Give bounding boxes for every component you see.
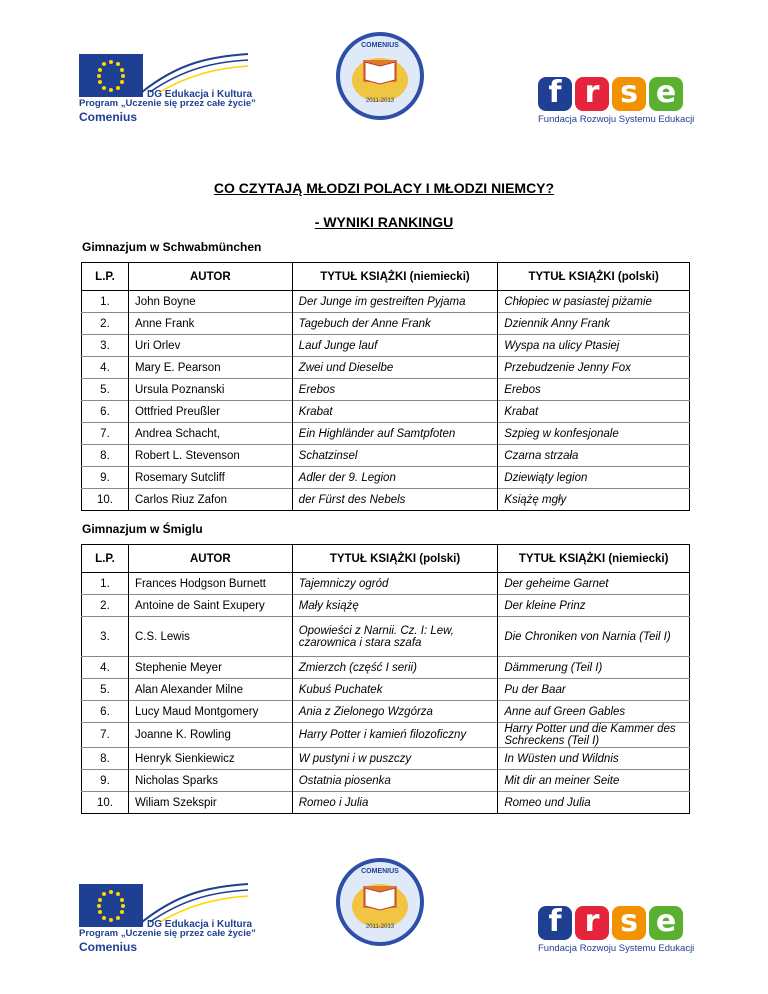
- table-row: [82, 595, 690, 617]
- badge-top-text-footer: COMENIUS: [361, 868, 399, 875]
- table-row: [82, 748, 690, 770]
- title-cell: Romeo und Julia: [498, 792, 690, 814]
- page-title: CO CZYTAJĄ MŁODZI POLACY I MŁODZI NIEMCY?: [213, 180, 555, 196]
- frse-logo-footer: [538, 906, 694, 954]
- col-header: TYTUŁ KSIĄŻKI (niemiecki): [292, 263, 498, 291]
- title-cell: Tajemniczy ogród: [292, 573, 498, 595]
- author-cell: Nicholas Sparks: [128, 770, 292, 792]
- title-cell: Adler der 9. Legion: [292, 467, 498, 489]
- author-cell: Rosemary Sutcliff: [128, 467, 292, 489]
- table-row: [82, 701, 690, 723]
- table-row: [82, 723, 690, 748]
- title-cell: Opowieści z Narnii. Cz. I: Lew, czarownica i stara szafa: [292, 617, 498, 657]
- col-header: L.P.: [82, 545, 129, 573]
- author-cell: Andrea Schacht,: [128, 423, 292, 445]
- title-cell: Ania z Zielonego Wzgórza: [292, 701, 498, 723]
- rank-cell: 1.: [82, 573, 129, 595]
- eu-dg-label: DG Edukacja i Kultura: [147, 89, 253, 100]
- table-row: [82, 489, 690, 511]
- table-row: [82, 335, 690, 357]
- author-cell: Frances Hodgson Burnett: [128, 573, 292, 595]
- author-cell: Ursula Poznanski: [128, 379, 292, 401]
- rank-cell: 10.: [82, 792, 129, 814]
- title-cell: Dämmerung (Teil I): [498, 657, 690, 679]
- title-cell: Tagebuch der Anne Frank: [292, 313, 498, 335]
- title-cell: Pu der Baar: [498, 679, 690, 701]
- table-row: [82, 379, 690, 401]
- eu-comenius-label: Comenius: [79, 110, 138, 124]
- title-cell: Przebudzenie Jenny Fox: [498, 357, 690, 379]
- rank-cell: 6.: [82, 401, 129, 423]
- col-header: TYTUŁ KSIĄŻKI (niemiecki): [498, 545, 690, 573]
- title-cell: Lauf Junge lauf: [292, 335, 498, 357]
- rank-cell: 9.: [82, 770, 129, 792]
- frse-letter-e: e: [649, 77, 683, 111]
- title-cell: Krabat: [498, 401, 690, 423]
- rank-cell: 5.: [82, 379, 129, 401]
- table-row: [82, 617, 690, 657]
- col-header: L.P.: [82, 263, 129, 291]
- rank-cell: 2.: [82, 313, 129, 335]
- title-cell: Książę mgły: [498, 489, 690, 511]
- school-2-heading: Gimnazjum w Śmiglu: [82, 522, 203, 536]
- rank-cell: 3.: [82, 617, 129, 657]
- badge-years-text: 2011-2013: [365, 98, 395, 104]
- title-cell: In Wüsten und Wildnis: [498, 748, 690, 770]
- title-cell: Der Junge im gestreiften Pyjama: [292, 291, 498, 313]
- author-cell: Carlos Riuz Zafon: [128, 489, 292, 511]
- rank-cell: 1.: [82, 291, 129, 313]
- table-row: [82, 313, 690, 335]
- rank-cell: 7.: [82, 423, 129, 445]
- title-cell: Schatzinsel: [292, 445, 498, 467]
- table-row: [82, 467, 690, 489]
- title-cell: Dziennik Anny Frank: [498, 313, 690, 335]
- frse-letter-f: f: [538, 906, 572, 940]
- table-row: [82, 657, 690, 679]
- author-cell: John Boyne: [128, 291, 292, 313]
- table-row: [82, 357, 690, 379]
- author-cell: Lucy Maud Montgomery: [128, 701, 292, 723]
- author-cell: Robert L. Stevenson: [128, 445, 292, 467]
- eu-flag-logo: [79, 54, 143, 97]
- table-row: [82, 401, 690, 423]
- title-cell: Romeo i Julia: [292, 792, 498, 814]
- comenius-badge-logo: [335, 30, 425, 122]
- author-cell: Stephenie Meyer: [128, 657, 292, 679]
- eu-dg-label-footer: DG Edukacja i Kultura: [147, 919, 253, 930]
- author-cell: Ottfried Preußler: [128, 401, 292, 423]
- title-cell: Erebos: [498, 379, 690, 401]
- table-row: [82, 445, 690, 467]
- rank-cell: 2.: [82, 595, 129, 617]
- col-header: TYTUŁ KSIĄŻKI (polski): [292, 545, 498, 573]
- eu-program-label: Program „Uczenie się przez całe życie”: [79, 98, 256, 109]
- page-subtitle: - WYNIKI RANKINGU: [314, 214, 454, 230]
- table-row: [82, 792, 690, 814]
- frse-letter-e: e: [649, 906, 683, 940]
- frse-letter-r: r: [575, 906, 609, 940]
- title-cell: Der kleine Prinz: [498, 595, 690, 617]
- author-cell: Alan Alexander Milne: [128, 679, 292, 701]
- author-cell: Joanne K. Rowling: [128, 723, 292, 748]
- table-row: [82, 291, 690, 313]
- rank-cell: 3.: [82, 335, 129, 357]
- school-1-heading: Gimnazjum w Schwabmünchen: [82, 240, 262, 254]
- title-cell: Kubuś Puchatek: [292, 679, 498, 701]
- title-cell: Die Chroniken von Narnia (Teil I): [498, 617, 690, 657]
- rank-cell: 8.: [82, 748, 129, 770]
- frse-letter-f: f: [538, 77, 572, 111]
- title-cell: Szpieg w konfesjonale: [498, 423, 690, 445]
- author-cell: C.S. Lewis: [128, 617, 292, 657]
- title-cell: Mit dir an meiner Seite: [498, 770, 690, 792]
- ranking-table-schwabmuenchen: [81, 262, 690, 511]
- table-row: [82, 573, 690, 595]
- title-cell: Harry Potter und die Kammer des Schreckens (Teil I): [498, 723, 690, 748]
- comenius-badge-logo-footer: [335, 856, 425, 948]
- frse-logo: [538, 77, 694, 125]
- title-cell: W pustyni i w puszczy: [292, 748, 498, 770]
- author-cell: Henryk Sienkiewicz: [128, 748, 292, 770]
- rank-cell: 9.: [82, 467, 129, 489]
- title-cell: Ostatnia piosenka: [292, 770, 498, 792]
- ranking-table-smigiel: [81, 544, 690, 814]
- badge-years-text-footer: 2011-2013: [365, 924, 395, 930]
- rank-cell: 5.: [82, 679, 129, 701]
- author-cell: Wiliam Szekspir: [128, 792, 292, 814]
- title-cell: der Fürst des Nebels: [292, 489, 498, 511]
- title-cell: Harry Potter i kamień filozoficzny: [292, 723, 498, 748]
- frse-subtitle: Fundacja Rozwoju Systemu Edukacji: [538, 114, 695, 125]
- title-cell: Wyspa na ulicy Ptasiej: [498, 335, 690, 357]
- frse-subtitle-footer: Fundacja Rozwoju Systemu Edukacji: [538, 943, 695, 954]
- rank-cell: 6.: [82, 701, 129, 723]
- eu-swoosh-logo: [140, 52, 250, 94]
- title-cell: Anne auf Green Gables: [498, 701, 690, 723]
- frse-letter-r: r: [575, 77, 609, 111]
- author-cell: Mary E. Pearson: [128, 357, 292, 379]
- badge-top-text: COMENIUS: [361, 42, 399, 49]
- rank-cell: 8.: [82, 445, 129, 467]
- frse-letter-s: s: [612, 906, 646, 940]
- table-row: [82, 423, 690, 445]
- title-cell: Krabat: [292, 401, 498, 423]
- eu-comenius-label-footer: Comenius: [79, 940, 138, 954]
- eu-swoosh-logo-footer: [140, 882, 250, 924]
- title-cell: Zmierzch (część I serii): [292, 657, 498, 679]
- rank-cell: 7.: [82, 723, 129, 748]
- frse-letter-s: s: [612, 77, 646, 111]
- eu-program-label-footer: Program „Uczenie się przez całe życie”: [79, 928, 256, 939]
- col-header: AUTOR: [128, 545, 292, 573]
- rank-cell: 4.: [82, 657, 129, 679]
- col-header: AUTOR: [128, 263, 292, 291]
- table-row: [82, 679, 690, 701]
- title-cell: Erebos: [292, 379, 498, 401]
- title-cell: Ein Highländer auf Samtpfoten: [292, 423, 498, 445]
- author-cell: Uri Orlev: [128, 335, 292, 357]
- author-cell: Antoine de Saint Exupery: [128, 595, 292, 617]
- title-cell: Der geheime Garnet: [498, 573, 690, 595]
- rank-cell: 4.: [82, 357, 129, 379]
- title-cell: Czarna strzała: [498, 445, 690, 467]
- eu-flag-logo-footer: [79, 884, 143, 927]
- title-cell: Chłopiec w pasiastej piżamie: [498, 291, 690, 313]
- title-cell: Zwei und Dieselbe: [292, 357, 498, 379]
- title-cell: Mały książę: [292, 595, 498, 617]
- author-cell: Anne Frank: [128, 313, 292, 335]
- rank-cell: 10.: [82, 489, 129, 511]
- col-header: TYTUŁ KSIĄŻKI (polski): [498, 263, 690, 291]
- title-cell: Dziewiąty legion: [498, 467, 690, 489]
- table-row: [82, 770, 690, 792]
